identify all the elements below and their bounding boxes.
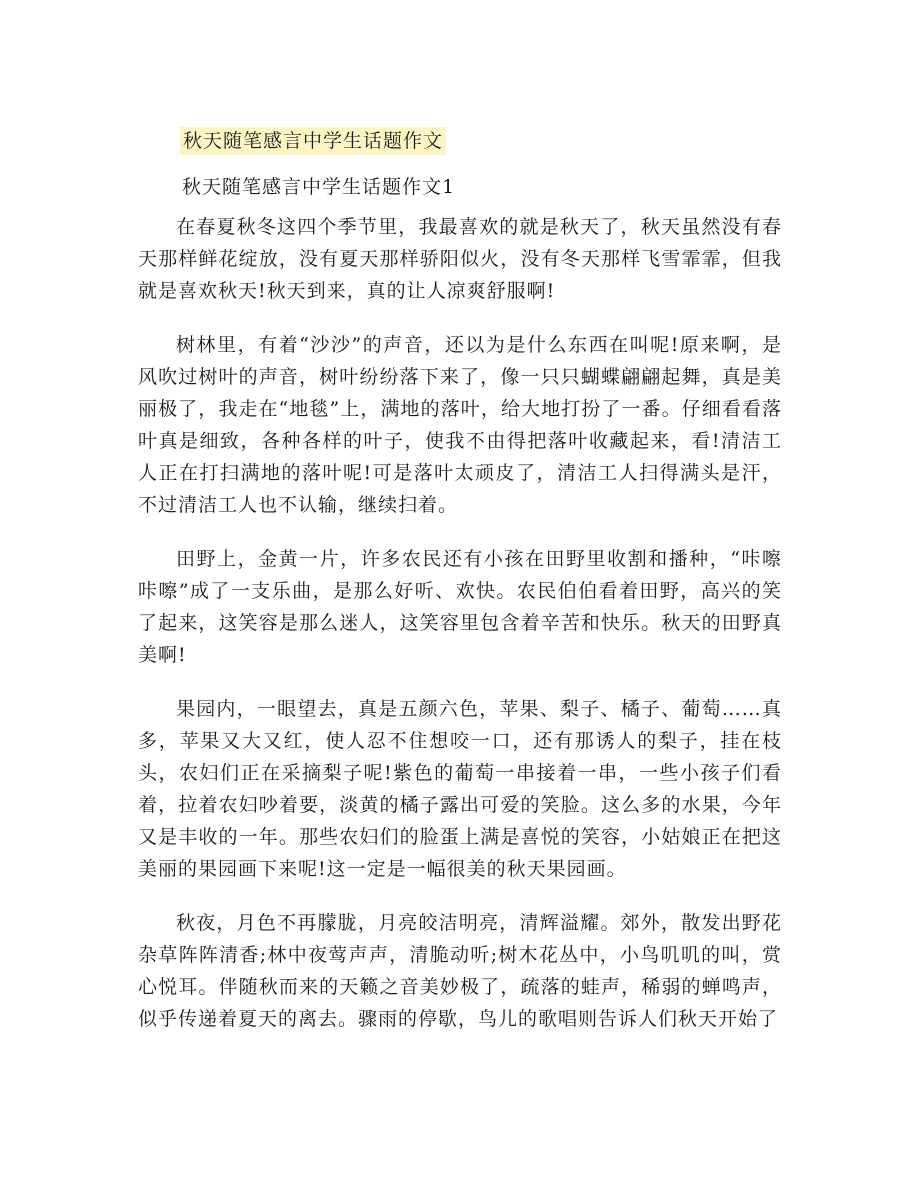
- paragraph-5: 秋夜，月色不再朦胧，月亮皎洁明亮，清辉溢耀。郊外，散发出野花杂草阵阵清香;林中夜莺声声，清脆动听;树木花丛中，小鸟叽叽的叫，赏心悦耳。伴随秋而来的天籁之音美妙极了，疏落的蛙声，稀弱的蝉鸣声，似乎传递着夏天的离去。骤雨的停歇，鸟儿的歌唱则告诉人们秋天开始了: [138, 912, 782, 1030]
- document-body: [138, 211, 782, 1057]
- document-subtitle: 秋天随笔感言中学生话题作文1: [182, 176, 456, 198]
- paragraph-2: 树林里，有着“沙沙”的声音，还以为是什么东西在叫呢!原来啊，是风吹过树叶的声音，树叶纷纷落下来了，像一只只蝴蝶翩翩起舞，真是美丽极了，我走在“地毯”上，满地的落叶，给大地打扮了一番。仔细看看落叶真是细致，各种各样的叶子，使我不由得把落叶收藏起来，看!清洁工人正在打扫满地的落叶呢!可是落叶太顽皮了，清洁工人扫得满头是汗，不过清洁工人也不认输，继续扫着。: [138, 334, 782, 516]
- paragraph-3: 田野上，金黄一片，许多农民还有小孩在田野里收割和播种，“咔嚓咔嚓”成了一支乐曲，是那么好听、欢快。农民伯伯看着田野，高兴的笑了起来，这笑容是那么迷人，这笑容里包含着辛苦和快乐。秋天的田野真美啊!: [138, 548, 782, 666]
- paragraph-4: 果园内，一眼望去，真是五颜六色，苹果、梨子、橘子、葡萄……真多，苹果又大又红，使人忍不住想咬一口，还有那诱人的梨子，挂在枝头，农妇们正在采摘梨子呢!紫色的葡萄一串接着一串，一些小孩子们看着，拉着农妇吵着要，淡黄的橘子露出可爱的笑脸。这么多的水果，今年又是丰收的一年。那些农妇们的脸蛋上满是喜悦的笑容，小姑娘正在把这美丽的果园画下来呢!这一定是一幅很美的秋天果园画。: [138, 698, 782, 880]
- document-title: 秋天随笔感言中学生话题作文: [180, 127, 446, 155]
- paragraph-1: 在春夏秋冬这四个季节里，我最喜欢的就是秋天了，秋天虽然没有春天那样鲜花绽放，没有夏天那样骄阳似火，没有冬天那样飞雪霏霏，但我就是喜欢秋天!秋天到来，真的让人凉爽舒服啊!: [138, 216, 782, 302]
